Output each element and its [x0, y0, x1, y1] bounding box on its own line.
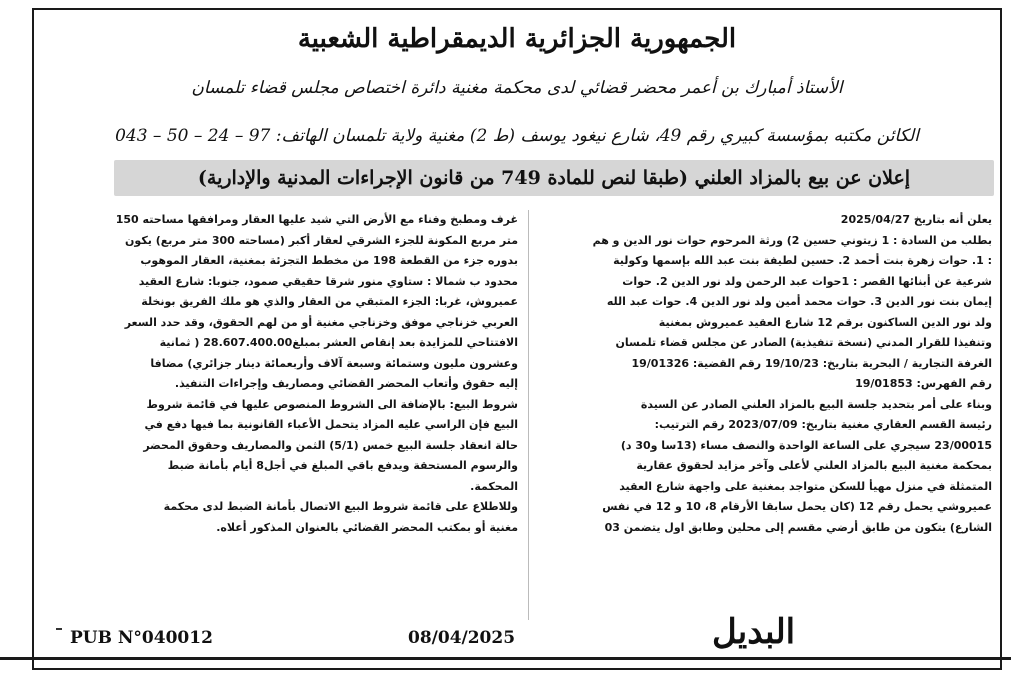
republic-title: الجمهورية الجزائرية الديمقراطية الشعبية	[297, 24, 737, 54]
text-line: حالة انعقاد جلسة البيع خمس (5/1) الثمن والمصاريف وحقوق المحضر	[143, 438, 518, 452]
office-address: الكائن مكتبه بمؤسسة كبيري رقم 49، شارع نيغود يوسف (ط 2) مغنية ولاية تلمسان الهاتف: 97 – 24 – 50 – 043	[115, 126, 919, 146]
publication-date: 08/04/2025	[408, 628, 516, 648]
text-line: محدود ب شمالا : ستاوي منور شرقا حقيقي صمود، جنوبا: شارع العقيد	[138, 274, 518, 288]
text-line: الشارع) يتكون من طابق أرضي مقسم إلى محلين وطابق اول يتضمن 03	[604, 520, 992, 534]
text-line: مغنية أو بمكتب المحضر القضائي بالعنوان المذكور أعلاه.	[216, 520, 518, 534]
text-line: إليه حقوق وأتعاب المحضر القضائي ومصاريف وإجراءات التنفيذ.	[174, 377, 518, 390]
text-line: البيع فإن الراسي عليه المزاد يتحمل الأعباء القانونية بما فيها دفع في	[144, 418, 518, 431]
text-line: وللاطلاع على قائمة شروط البيع الاتصال بأمانة الضبط لدى محكمة	[163, 500, 518, 513]
text-line: رئيسة القسم العقاري مغنية بتاريخ: 2023/07/09 رقم الترتيب:	[654, 418, 992, 431]
auction-banner: إعلان عن بيع بالمزاد العلني (طبقا لنص للمادة 749 من قانون الإجراءات المدنية والإدارية)	[114, 160, 994, 196]
text-line: وبناء على أمر بتحديد جلسة البيع بالمزاد العلني الصادر عن السيدة	[640, 397, 992, 411]
text-line: العربي خزناجي موفق وخزناجي مغنية أو من لهم الحقوق، وقد حدد السعر	[124, 315, 518, 329]
footer-rule	[0, 657, 1011, 660]
text-line: شروط البيع: بالإضافة الى الشروط المنصوص عليها في قائمة شروط	[146, 397, 518, 411]
text-line: المحكمة.	[470, 479, 518, 493]
text-line: غرف ومطبخ وفناء مع الأرض التي شيد عليها العقار ومرافقها مساحته 150	[115, 213, 518, 226]
text-line: بطلب من السادة : 1 زيتوني حسين 2) ورثة المرحوم حوات نور الدين و هم	[592, 233, 992, 247]
text-line: الغرفة التجارية / البحرية بتاريخ: 19/10/23 رقم القضية: 19/01326	[631, 356, 992, 370]
text-line: وتنفيذا للقرار المدني (نسخة تنفيذية) الصادر عن مجلس قضاء تلمسان	[615, 336, 992, 349]
text-line: والرسوم المستحقة ويدفع باقي المبلغ في أجل8 أيام بأمانة ضبط	[167, 459, 518, 472]
text-line: بمحكمة مغنية البيع بالمزاد العلني لأعلى وآخر مزايد لحقوق عقارية	[636, 459, 992, 472]
text-line: رقم الفهرس: 19/01853	[855, 377, 992, 390]
text-line: 23/00015 سيجري على الساعة الواحدة والنصف مساء (13سا و30 د)	[620, 438, 992, 452]
text-line: عميروشي يحمل رقم 12 (كان يحمل سابقا الأرقام 8، 10 و 12 في نفس	[602, 500, 992, 513]
text-line: : 1. حوات زهرة بنت أحمد 2. حسين لطيفة بنت عبد الله بإسمها وكولية	[613, 254, 992, 267]
notice-frame	[32, 8, 1002, 670]
text-line: بدوره جزء من القطعة 198 من مخطط التجزئة بمغنية، العقار الموهوب	[140, 254, 518, 267]
left-column	[48, 210, 518, 538]
text-line: يعلن أنه بتاريخ 2025/04/27	[840, 213, 992, 226]
margin-mark	[56, 628, 62, 630]
text-line: ولد نور الدين الساكنون برقم 12 شارع العقيد عميروش بمغنية	[658, 315, 992, 329]
text-line: عميروش، غربا: الجزء المتبقي من العقار والذي هو ملك الفريق بونخلة	[141, 295, 518, 308]
bailiff-line: الأستاذ أمبارك بن أعمر محضر قضائي لدى محكمة مغنية دائرة اختصاص مجلس قضاء تلمسان	[191, 78, 843, 98]
column-divider	[528, 210, 529, 620]
text-line: المتمثلة في منزل مهيأ للسكن متواجد بمغنية على واجهة شارع العقيد	[619, 479, 992, 493]
text-line: إيمان بنت نور الدين 3. حوات محمد أمين ولد نور الدين 4. حوات عبد الله	[606, 295, 992, 308]
text-line: الافتتاحي للمزايدة بعد إنقاص العشر بمبلغ28.607.400.00 ( ثمانية	[159, 336, 518, 349]
pub-number: PUB N°040012	[70, 628, 213, 648]
text-line: متر مربع المكونة للجزء الشرقي لعقار أكبر (مساحته 300 متر مربع) يكون	[125, 233, 518, 247]
text-line: وعشرون مليون وستمائة وسبعة آلاف وأربعمائة دينار جزائري) مضافا	[150, 356, 518, 370]
text-line: شرعية عن أبنائها القصر : 1حوات عبد الرحمن ولد نور الدين 2. حوات	[622, 274, 992, 288]
right-column	[540, 210, 992, 538]
newspaper-logo: البديل	[712, 612, 796, 652]
